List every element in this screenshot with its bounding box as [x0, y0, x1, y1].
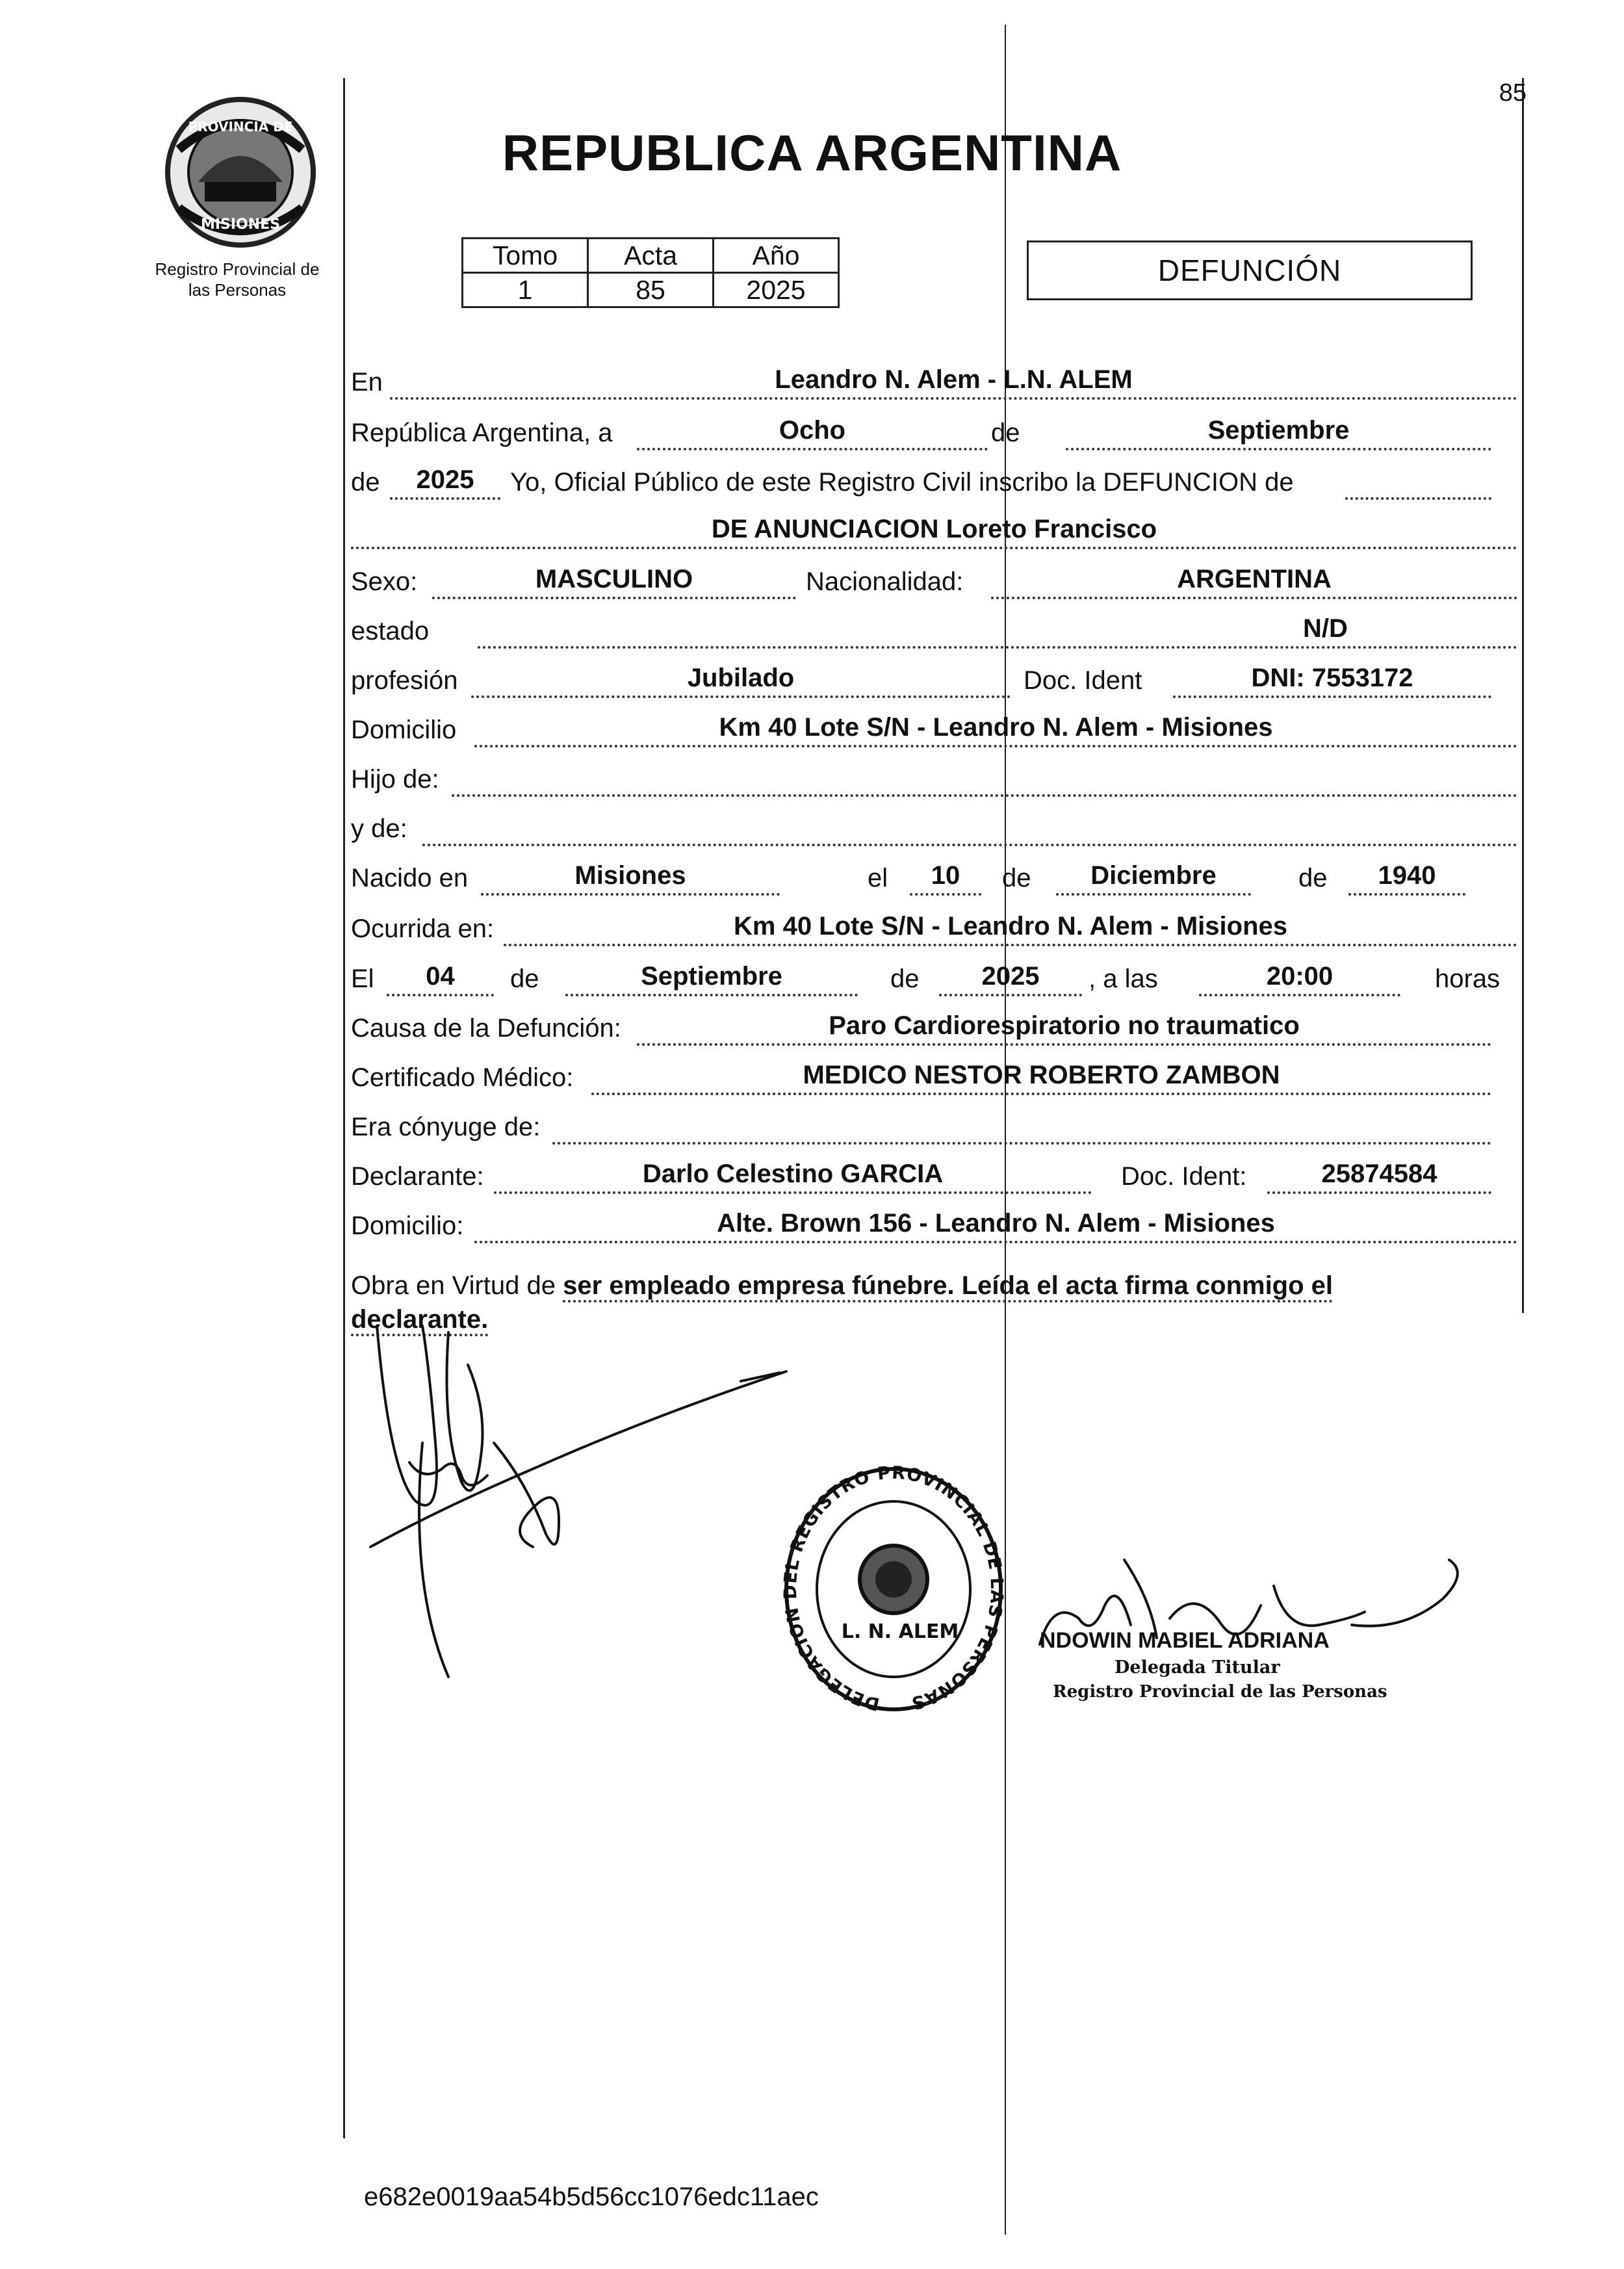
- row-sexo: [351, 560, 1517, 602]
- yde-field: [422, 814, 1517, 846]
- record-type-box: DEFUNCIÓN: [1027, 240, 1473, 300]
- en-field: [390, 367, 1517, 400]
- doc-value: DNI: 7553172: [1251, 664, 1413, 692]
- def-anio-value: 2025: [981, 962, 1040, 991]
- nombre-field: [351, 517, 1517, 549]
- horas-label: horas: [1435, 965, 1501, 993]
- nacido-lugar-field: [481, 863, 780, 896]
- emblem-bottom-text: MISIONES: [200, 216, 281, 233]
- row-domicilio: [351, 708, 1517, 750]
- document-hash: e682e0019aa54b5d56cc1076edc11aec: [364, 2183, 819, 2211]
- row-profesion: [351, 659, 1517, 701]
- declarante-label: Declarante:: [351, 1162, 484, 1191]
- profesion-value: Jubilado: [687, 664, 795, 692]
- registry-name: [117, 259, 357, 300]
- acta-value: 85: [588, 273, 714, 307]
- conyuge-field: [552, 1112, 1491, 1145]
- row-estado: [351, 610, 1517, 651]
- row-causa: [351, 1007, 1517, 1048]
- hijo-label: Hijo de:: [351, 765, 439, 794]
- province-emblem-icon: [153, 91, 328, 253]
- estado-label: estado: [351, 617, 430, 645]
- en-label: En: [351, 368, 383, 396]
- page-title: REPUBLICA ARGENTINA: [502, 124, 1122, 181]
- declarante-value: Darlo Celestino GARCIA: [642, 1160, 944, 1188]
- doc-label: Doc. Ident: [1024, 666, 1142, 695]
- sexo-value: MASCULINO: [535, 565, 693, 593]
- stamp-ring-text: DELEGACION DEL REGISTRO PROVINCIAL DE LAS PERSONAS: [780, 1462, 1007, 1715]
- registry-stamp: [780, 1459, 1007, 1719]
- row-yde: [351, 807, 1517, 849]
- row-conyuge: [351, 1106, 1517, 1147]
- left-margin-line: [343, 78, 345, 2138]
- El-label: El: [351, 965, 374, 993]
- nacionalidad-label: Nacionalidad:: [806, 567, 964, 596]
- nac-mes-field: [1056, 863, 1251, 896]
- certificado-label: Certificado Médico:: [351, 1063, 574, 1092]
- row-oficial: [351, 461, 1517, 502]
- nacionalidad-field: [991, 567, 1517, 599]
- def-dia-value: 04: [426, 962, 455, 991]
- registrar-role: Delegada Titular: [1115, 1657, 1280, 1678]
- anio-value: 2025: [714, 273, 839, 307]
- tomo-value: 1: [463, 273, 588, 307]
- dia-value: Ocho: [779, 416, 846, 445]
- causa-label: Causa de la Defunción:: [351, 1014, 621, 1043]
- registry-name-line1: Registro Provincial de: [155, 259, 320, 279]
- republica-label: República Argentina, a: [351, 419, 613, 447]
- nac-mes-value: Diciembre: [1090, 861, 1217, 890]
- row-nacido: [351, 857, 1517, 898]
- def-mes-field: [565, 964, 858, 996]
- obra-label: Obra en Virtud de: [351, 1271, 556, 1300]
- causa-field: [637, 1013, 1491, 1046]
- profesion-field: [471, 666, 1011, 698]
- mes-value: Septiembre: [1207, 416, 1350, 445]
- row-fecha-acta: [351, 411, 1517, 453]
- doc2-field: [1267, 1161, 1491, 1194]
- nac-dia-field: [910, 863, 981, 896]
- row-en: [351, 361, 1517, 402]
- conyuge-label: Era cónyuge de:: [351, 1113, 541, 1141]
- anio-field: [390, 467, 500, 500]
- stamp-center-text: L. N. ALEM: [841, 1620, 959, 1643]
- en-value: Leandro N. Alem - L.N. ALEM: [775, 365, 1133, 394]
- sexo-field: [432, 567, 796, 599]
- ocurrida-label: Ocurrida en:: [351, 914, 495, 943]
- domicilio2-field: [474, 1211, 1517, 1243]
- row-ocurrida: [351, 907, 1517, 949]
- row-fecha-defuncion: [351, 957, 1517, 999]
- acta-header-row: [463, 239, 839, 273]
- nacido-label: Nacido en: [351, 864, 469, 892]
- row-hijo: [351, 758, 1517, 799]
- def-anio-field: [939, 964, 1082, 996]
- estado-value: N/D: [1303, 614, 1348, 643]
- def-de1-label: de: [510, 965, 539, 993]
- doc-field: [1173, 666, 1491, 698]
- el-label: el: [868, 864, 888, 892]
- def-mes-value: Septiembre: [641, 962, 782, 991]
- dia-field: [637, 418, 988, 450]
- acta-table: [461, 237, 840, 308]
- hora-value: 20:00: [1266, 962, 1334, 991]
- yde-label: y de:: [351, 814, 407, 843]
- alas-label: , a las: [1089, 965, 1158, 993]
- anio-value: 2025: [416, 465, 474, 494]
- oficial-fill: [1345, 467, 1491, 500]
- de-anio-label: de: [351, 468, 380, 497]
- obra-value-2: declarante.: [351, 1305, 488, 1336]
- registrar-organization: Registro Provincial de las Personas: [1053, 1682, 1387, 1702]
- domicilio-field: [474, 715, 1517, 747]
- nacionalidad-value: ARGENTINA: [1177, 565, 1332, 593]
- declarante-field: [494, 1161, 1092, 1194]
- registrar-name: NDOWIN MABIEL ADRIANA: [1040, 1628, 1330, 1653]
- stamp-emblem-icon: [860, 1546, 927, 1613]
- domicilio-label: Domicilio: [351, 716, 457, 744]
- hijo-field: [452, 764, 1517, 797]
- mes-field: [1066, 418, 1491, 450]
- nac-de1-label: de: [1002, 864, 1031, 892]
- anio-header: Año: [714, 239, 839, 273]
- de-label: de: [991, 419, 1020, 447]
- ocurrida-field: [504, 914, 1517, 946]
- profesion-label: profesión: [351, 666, 458, 695]
- page-number: 85: [1499, 79, 1527, 107]
- domicilio2-label: Domicilio:: [351, 1212, 464, 1240]
- acta-value-row: [463, 273, 839, 307]
- nac-anio-field: [1348, 863, 1465, 896]
- estado-field: [478, 616, 1517, 649]
- tomo-header: Tomo: [463, 239, 588, 273]
- oficial-text: Yo, Oficial Público de este Registro Civil inscribo la DEFUNCION de: [510, 468, 1294, 497]
- registry-name-line2: las Personas: [188, 280, 287, 300]
- causa-value: Paro Cardiorespiratorio no traumatico: [829, 1011, 1300, 1040]
- emblem-top-text: PROVINCIA DE: [188, 119, 293, 135]
- doc2-label: Doc. Ident:: [1121, 1162, 1247, 1191]
- nac-anio-value: 1940: [1378, 861, 1436, 890]
- row-certificado: [351, 1056, 1517, 1098]
- def-de2-label: de: [890, 965, 920, 993]
- certificado-field: [591, 1063, 1491, 1095]
- doc2-value: 25874584: [1321, 1160, 1437, 1188]
- nac-dia-value: 10: [931, 861, 960, 890]
- row-domicilio2: [351, 1204, 1517, 1246]
- ocurrida-value: Km 40 Lote S/N - Leandro N. Alem - Misiones: [734, 912, 1287, 940]
- row-nombre: [351, 510, 1517, 552]
- domicilio-value: Km 40 Lote S/N - Leandro N. Alem - Misiones: [719, 713, 1273, 742]
- right-margin-line: [1522, 78, 1524, 1313]
- sexo-label: Sexo:: [351, 567, 418, 596]
- acta-header: Acta: [588, 239, 714, 273]
- hora-field: [1199, 964, 1400, 996]
- declarant-signature: [364, 1313, 819, 1716]
- def-dia-field: [387, 964, 494, 996]
- nacido-value: Misiones: [574, 861, 686, 890]
- obra-value-1: ser empleado empresa fúnebre. Leída el acta firma conmigo el: [563, 1271, 1333, 1303]
- certificado-value: MEDICO NESTOR ROBERTO ZAMBON: [803, 1061, 1280, 1089]
- nac-de2-label: de: [1298, 864, 1328, 892]
- nombre-value: DE ANUNCIACION Loreto Francisco: [711, 515, 1157, 543]
- row-declarante: [351, 1155, 1517, 1197]
- domicilio2-value: Alte. Brown 156 - Leandro N. Alem - Misiones: [717, 1209, 1275, 1238]
